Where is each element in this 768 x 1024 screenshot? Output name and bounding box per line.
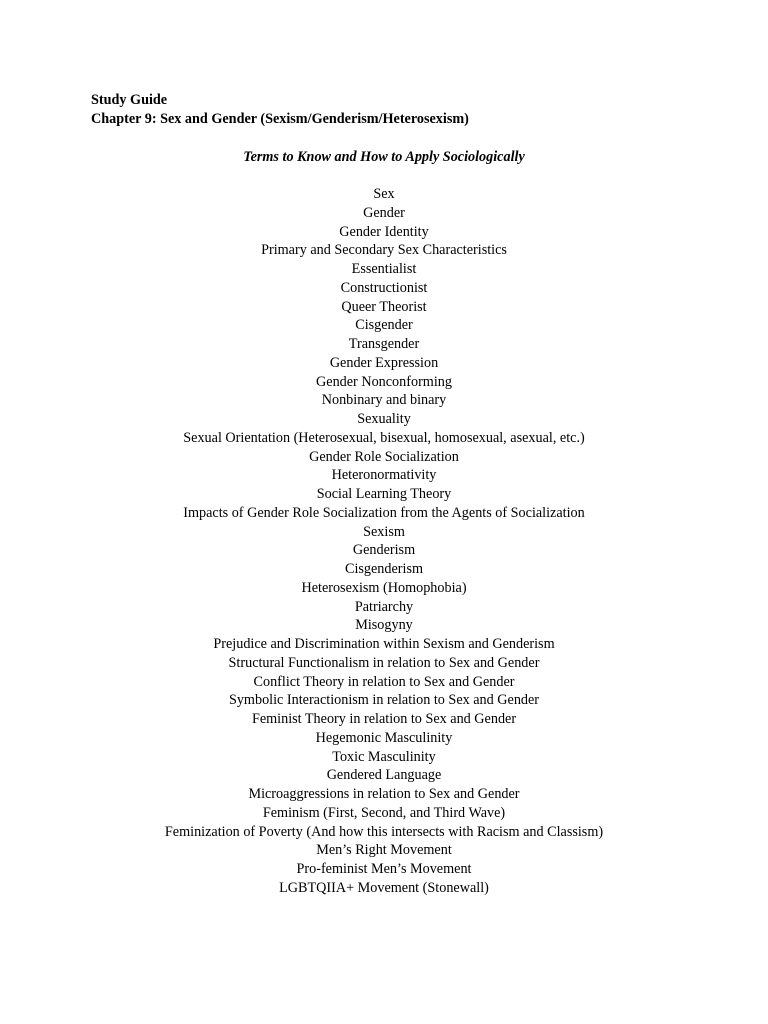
chapter-title: Chapter 9: Sex and Gender (Sexism/Genderism/Heterosexism) — [91, 110, 469, 127]
term-item: Gendered Language — [326, 767, 442, 784]
term-item: Cisgenderism — [344, 561, 424, 577]
term-item: Symbolic Interactionism in relation to Sex and Gender — [228, 692, 540, 709]
term-item: Feminization of Poverty (And how this intersects with Racism and Classism) — [164, 823, 604, 840]
term-item: Toxic Masculinity — [332, 748, 436, 765]
term-item: Structural Functionalism in relation to Sex and Gender — [228, 654, 540, 671]
term-item: Sexism — [363, 523, 405, 540]
term-item: Pro-feminist Men’s Movement — [296, 861, 472, 877]
term-item: Feminism (First, Second, and Third Wave) — [262, 804, 506, 821]
term-item: Constructionist — [340, 279, 428, 296]
document-label: Study Guide — [91, 92, 168, 108]
term-item: Cisgender — [355, 317, 413, 334]
term-item: Queer Theorist — [341, 298, 427, 315]
term-item: Essentialist — [351, 261, 417, 277]
term-item: Transgender — [348, 336, 420, 352]
term-item: LGBTQIIA+ Movement (Stonewall) — [279, 879, 489, 896]
term-item: Hegemonic Masculinity — [315, 729, 453, 746]
term-item: Sexuality — [357, 411, 411, 427]
term-item: Gender Nonconforming — [316, 373, 452, 390]
term-item: Sexual Orientation (Heterosexual, bisexual, homosexual, asexual, etc.) — [183, 429, 585, 446]
term-item: Gender — [363, 204, 405, 221]
term-item: Primary and Secondary Sex Characteristics — [261, 242, 507, 259]
document-header — [91, 91, 691, 129]
term-item: Gender Expression — [329, 354, 439, 371]
term-item: Sex — [373, 186, 395, 202]
term-item: Gender Identity — [339, 223, 429, 240]
term-item: Patriarchy — [354, 598, 414, 615]
term-item: Misogyny — [355, 617, 413, 634]
term-list — [0, 185, 768, 898]
term-item: Feminist Theory in relation to Sex and Gender — [251, 711, 517, 727]
term-item: Prejudice and Discrimination within Sexism and Genderism — [213, 636, 555, 652]
term-item: Heterosexism (Homophobia) — [301, 579, 467, 596]
term-item: Heteronormativity — [331, 467, 437, 484]
term-item: Impacts of Gender Role Socialization from the Agents of Socialization — [183, 504, 585, 521]
section-subtitle: Terms to Know and How to Apply Sociologically — [243, 149, 525, 165]
term-item: Genderism — [352, 542, 416, 559]
term-item: Microaggressions in relation to Sex and Gender — [248, 786, 520, 802]
term-item: Nonbinary and binary — [321, 392, 447, 409]
term-item: Men’s Right Movement — [316, 842, 452, 859]
term-item: Social Learning Theory — [316, 486, 452, 502]
term-item: Conflict Theory in relation to Sex and Gender — [253, 673, 515, 690]
term-item: Gender Role Socialization — [309, 448, 459, 465]
